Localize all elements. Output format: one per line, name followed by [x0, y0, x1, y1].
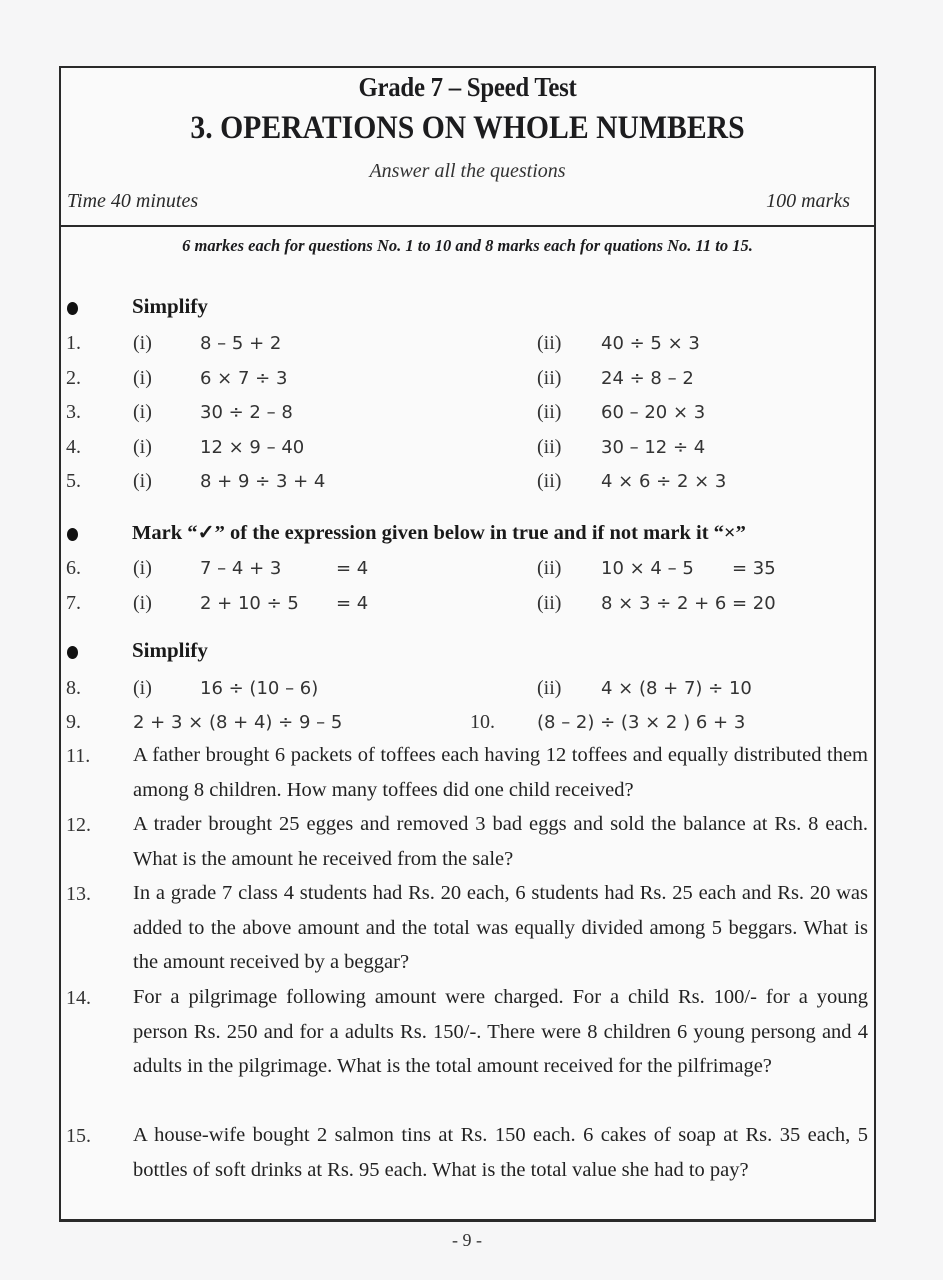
- part-label: (ii): [537, 367, 562, 389]
- question-number: 12.: [66, 814, 91, 836]
- expression: (8 – 2) ÷ (3 × 2 ) 6 + 3: [537, 712, 746, 733]
- expression: 4 × 6 ÷ 2 × 3: [601, 471, 727, 492]
- page-number: - 9 -: [452, 1230, 482, 1250]
- part-label: (ii): [537, 557, 562, 579]
- expression: 40 ÷ 5 × 3: [601, 333, 700, 354]
- chapter-title: 3. OPERATIONS ON WHOLE NUMBERS: [190, 110, 745, 146]
- word-problem-text: For a pilgrimage following amount were charged. For a child Rs. 100/- for a young person Rs. 250 and for a adults Rs. 150/-. There were 8 children 6 young persong and 4 adults in the pilgrimage. What is the total amount received for the pilfrimage?: [133, 986, 868, 1077]
- part-label: (i): [133, 332, 152, 354]
- question-number: 9.: [66, 711, 81, 733]
- expression: 60 – 20 × 3: [601, 402, 706, 423]
- worksheet-header: [61, 68, 874, 227]
- word-problem-text: A father brought 6 packets of toffees each having 12 toffees and equally distributed them among 8 children. How many toffees did one child received?: [133, 744, 868, 801]
- instruction-text: Answer all the questions: [369, 160, 566, 182]
- part-label: (ii): [537, 401, 562, 423]
- expression-result: = 20: [732, 593, 776, 614]
- expression: 2 + 3 × (8 + 4) ÷ 9 – 5: [133, 712, 343, 733]
- expression: 8 × 3 ÷ 2 + 6: [601, 593, 727, 614]
- bullet-icon: [67, 302, 78, 315]
- expression: 4 × (8 + 7) ÷ 10: [601, 678, 752, 699]
- total-marks: 100 marks: [766, 190, 850, 212]
- question-number: 10.: [470, 711, 495, 733]
- bullet-icon: [67, 528, 78, 541]
- bullet-icon: [67, 646, 78, 659]
- expression: 6 × 7 ÷ 3: [200, 368, 288, 389]
- question-number: 4.: [66, 436, 81, 458]
- time-limit: Time 40 minutes: [67, 190, 199, 212]
- part-label: (ii): [537, 592, 562, 614]
- question-number: 3.: [66, 401, 81, 423]
- expression: 24 ÷ 8 – 2: [601, 368, 694, 389]
- part-label: (i): [133, 401, 152, 423]
- part-label: (i): [133, 470, 152, 492]
- question-number: 13.: [66, 883, 91, 905]
- part-label: (i): [133, 557, 152, 579]
- grade-title: Grade 7 – Speed Test: [358, 72, 577, 102]
- expression-result: = 4: [336, 593, 369, 614]
- section-heading-mark-true-false: Mark “✓” of the expression given below in true and if not mark it “×”: [132, 522, 746, 544]
- word-problem-text: A trader brought 25 egges and removed 3 bad eggs and sold the balance at Rs. 8 each. What is the amount he received from the sale?: [133, 813, 868, 870]
- part-label: (i): [133, 592, 152, 614]
- expression: 10 × 4 – 5: [601, 558, 694, 579]
- part-label: (ii): [537, 436, 562, 458]
- expression-result: = 35: [732, 558, 776, 579]
- expression: 7 – 4 + 3: [200, 558, 282, 579]
- question-number: 11.: [66, 745, 91, 767]
- marks-allocation-note: 6 markes each for questions No. 1 to 10 and 8 marks each for quations No. 11 to 15.: [182, 236, 753, 255]
- question-number: 14.: [66, 987, 91, 1009]
- question-number: 5.: [66, 470, 81, 492]
- question-number: 2.: [66, 367, 81, 389]
- expression: 12 × 9 – 40: [200, 437, 305, 458]
- part-label: (i): [133, 367, 152, 389]
- expression: 2 + 10 ÷ 5: [200, 593, 299, 614]
- question-number: 6.: [66, 557, 81, 579]
- expression: 8 – 5 + 2: [200, 333, 282, 354]
- question-number: 7.: [66, 592, 81, 614]
- expression: 30 ÷ 2 – 8: [200, 402, 293, 423]
- expression-result: = 4: [336, 558, 369, 579]
- part-label: (ii): [537, 677, 562, 699]
- section-heading-simplify: Simplify: [132, 638, 208, 662]
- expression: 16 ÷ (10 – 6): [200, 678, 319, 699]
- question-number: 1.: [66, 332, 81, 354]
- part-label: (i): [133, 436, 152, 458]
- question-number: 8.: [66, 677, 81, 699]
- part-label: (i): [133, 677, 152, 699]
- word-problem-text: In a grade 7 class 4 students had Rs. 20 each, 6 students had Rs. 25 each and Rs. 20 was added to the above amount and the total was equally divided among 5 beggars. What is the amount received by a beggar?: [133, 882, 868, 973]
- part-label: (ii): [537, 470, 562, 492]
- expression: 8 + 9 ÷ 3 + 4: [200, 471, 326, 492]
- word-problem-text: A house-wife bought 2 salmon tins at Rs. 150 each. 6 cakes of soap at Rs. 35 each, 5 bottles of soft drinks at Rs. 95 each. What is the total value she had to pay?: [133, 1124, 868, 1181]
- section-heading-simplify: Simplify: [132, 294, 208, 318]
- expression: 30 – 12 ÷ 4: [601, 437, 706, 458]
- question-number: 15.: [66, 1125, 91, 1147]
- part-label: (ii): [537, 332, 562, 354]
